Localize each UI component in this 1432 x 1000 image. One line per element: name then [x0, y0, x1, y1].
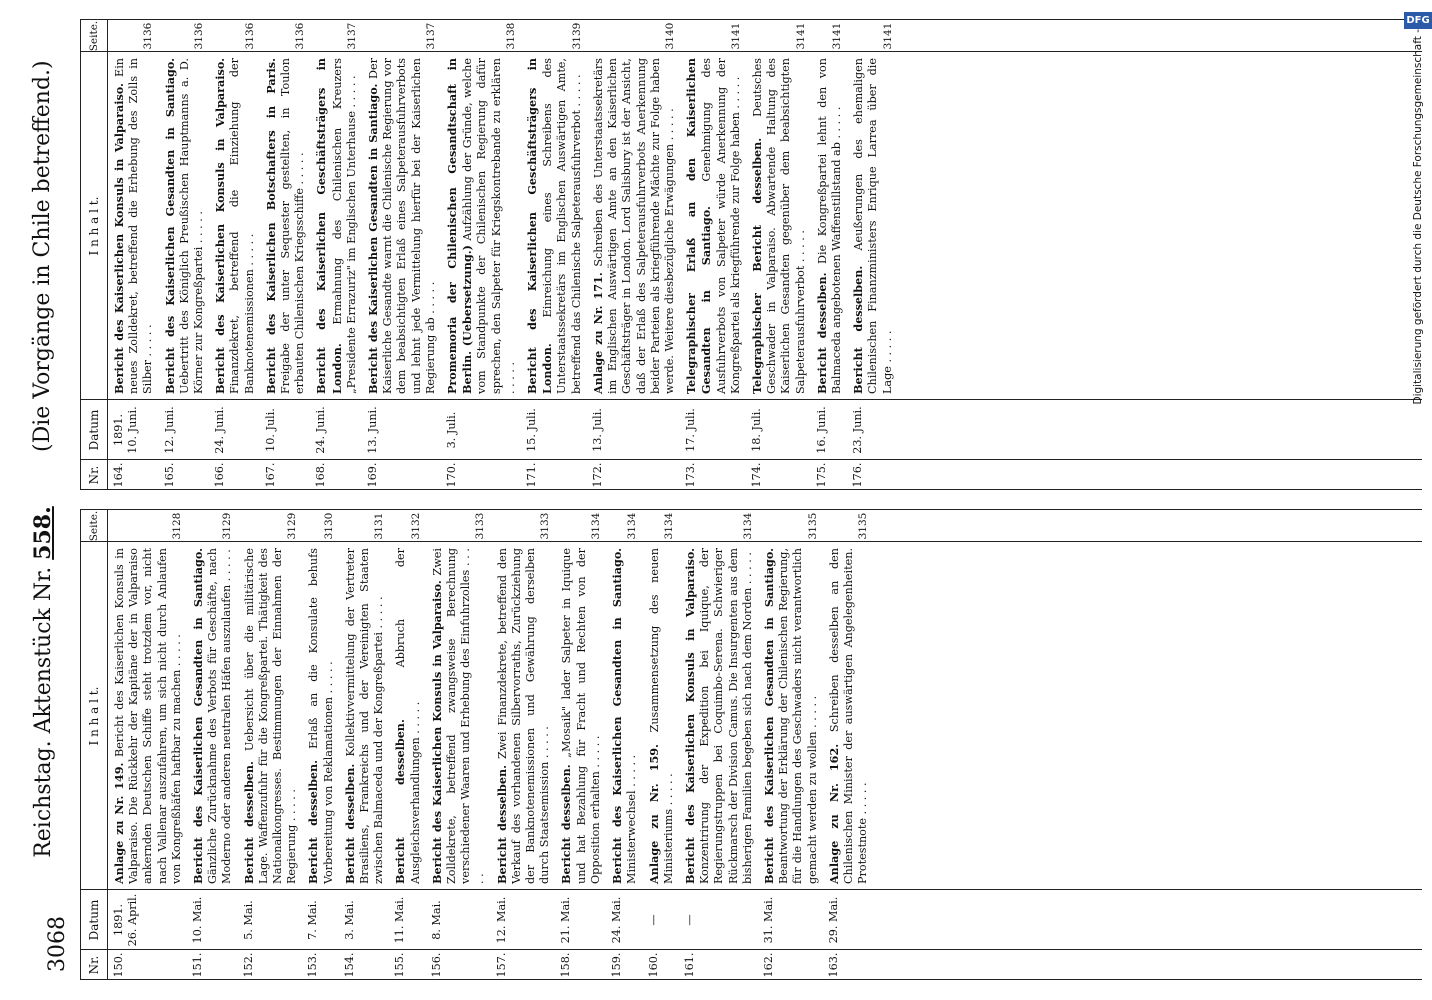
table-row — [209, 20, 260, 490]
title-text: Reichstag. Aktenstück Nr. — [31, 566, 56, 858]
entry-text: Ein neues Zolldekret, betreffend die Erhebung des Zolls in Silber — [113, 58, 155, 394]
entry-text: Finanzdekret, betreffend die Einziehung der Banknotenemissionen — [228, 58, 256, 394]
entry-date — [647, 890, 676, 950]
entry-heading: Anlage zu Nr. 149. — [112, 762, 126, 884]
entry-text: Die Kongreßpartei lehnt den von Balmaceda angebotenen Waffenstillstand ab — [815, 58, 843, 394]
entry-number: 156. — [429, 952, 443, 978]
entry-text: Ministerwechsel — [625, 790, 639, 884]
entry-content: Anlage zu Nr. 162. Schreiben desselben an den Chilenischen Minister der auswärtigen Angelegenheiten. Protestnote . . . . . — [826, 548, 870, 884]
entry-content: Telegraphischer Bericht desselben. Deutsches Geschwader in Valparaiso. Abwartende Haltung des Kaiserlichen Gesandten gegenüber dem beabsichtigten Salpeterausfuhrverbot . . . . . — [749, 57, 807, 394]
table-row — [746, 20, 811, 490]
entry-content: Bericht des Kaiserlichen Gesandten in Santiago. Beantwortung der Erklärung der Chilenischen Regierung, für die Handlungen des Geschwaders nicht verantwortlich gemacht werden zu wollen . . . . . — [761, 548, 819, 884]
entry-content: Bericht des Kaiserlichen Konsuls in Valparaiso. Ein neues Zolldekret, betreffend die Erhebung des Zolls in Silber . . . . . — [112, 58, 155, 394]
entry-date — [366, 400, 438, 460]
entry-content: Bericht des Kaiserlichen Gesandten in Santiago. Uebertritt des Königlich Preußischen Hauptmanns a. D. Körner zur Kongreßpartei . . . . . — [162, 58, 206, 394]
entry-date — [683, 890, 755, 950]
entry-number: 158. — [559, 952, 573, 978]
entry-text: Schreiben des Unterstaatssekretärs im Englischen Auswärtigen Amte an den Kaiserlichen Geschäftsträger in London. Lord Salisbury ist der Ansicht, daß der Erlaß des Salpeterausfuhrverbots Anerkennung beider Parteien als kriegführende Mächte zur Folge haben werde. Weitere diesbezügliche Erwägungen — [591, 58, 676, 394]
table-row — [441, 20, 521, 490]
digitization-note: Digitalisierung gefördert durch die Deutsche Forschungsgemeinschaft - — [1412, 29, 1424, 405]
entry-content: Telegraphischer Erlaß an den Kaiserlichen Gesandten in Santiago. Genehmigung des Ausfuhrverbots von Salpeter würde Anerkennung der Kongreßpartei als kriegführende zur Folge haben . . . . . — [684, 58, 742, 394]
entry-heading: Bericht desselben. — [241, 761, 256, 884]
entry-text: Beantwortung der Erklärung der Chilenischen Regierung, für die Handlungen des Geschwaders nicht verantwortlich gemacht werden zu wollen — [777, 548, 819, 884]
entry-day: — — [646, 914, 660, 926]
entry-text: Ermahnung des Chilenischen Kreuzers „Presidente Errazuriz" im Englischen Unterhause — [330, 58, 358, 394]
entry-content: Bericht desselben. Uebersicht über die militärische Lage. Waffenzufuhr für die Kongreßpartei. Thätigkeit des Nationalkongresses. Bestimmungen der Einnahmen der Regierung . . . . . — [241, 548, 299, 884]
entry-date — [306, 890, 335, 950]
entry-heading: Bericht des Kaiserlichen Geschäftsträgers in London. — [525, 58, 555, 394]
entry-day: 24. Mai. — [610, 896, 624, 944]
entry-heading: Bericht des Kaiserlichen Gesandten in Santiago. — [761, 548, 776, 884]
entry-text: Deutsches Geschwader in Valparaiso. Abwartende Haltung des Kaiserlichen Gesandten gegenüber dem beabsichtigten Salpeterausfuhrverbot — [750, 57, 807, 394]
entry-date — [393, 890, 422, 950]
entry-page: 3131 — [373, 512, 386, 540]
entry-day: 10. Juli. — [263, 408, 277, 452]
entry-page: 3141 — [794, 22, 807, 50]
entry-content: Promemoria der Chilenischen Gesandtschaft in Berlin. (Uebersetzung.) Aufzählung der Gründe, welche vom Standpunkte der Chilenischen Regierung dafür sprechen, den Salpeter für Kriegskontrebande zu erklären . . . . . — [445, 57, 517, 394]
entry-day: 21. Mai. — [559, 896, 573, 944]
entry-text: Zusammensetzung des neuen Ministeriums — [647, 548, 675, 884]
entry-content: Bericht desselben. Abbruch der Ausgleichsverhandlungen . . . . . — [393, 548, 422, 884]
entry-page: 3134 — [589, 512, 602, 540]
col-seite: Seite. — [88, 510, 100, 542]
entry-page: 3140 — [663, 22, 676, 50]
entry-heading: Telegraphischer Erlaß an den Kaiserlichen Gesandten in Santiago. — [684, 58, 714, 394]
entry-day: 13. Juli. — [590, 408, 604, 452]
entry-day: 15. Juli. — [525, 408, 539, 452]
entry-content: Bericht desselben. Erlaß an die Konsulate behufs Vorbereitung von Reklamationen . . . . . — [306, 548, 335, 884]
col-inhalt: I n h a l t. — [87, 686, 101, 746]
entry-day: 31. Mai. — [761, 896, 775, 944]
entry-page: 3133 — [474, 512, 487, 540]
entry-page: 3139 — [570, 22, 583, 50]
entry-number: 163. — [826, 952, 840, 978]
entry-heading: Bericht des Kaiserlichen Geschäftsträgers in London. — [314, 58, 344, 394]
entry-content: Bericht des Kaiserlichen Gesandten in Santiago. Gänzliche Zurücknahme des Verbots für Geschäfte, nach Moderno oder anderen neutralen Häfen auszulaufen . . . . . — [191, 548, 234, 884]
entry-date — [591, 400, 677, 460]
entry-page: 3136 — [294, 22, 307, 50]
entry-heading: Bericht des Kaiserlichen Konsuls in Valparaiso. — [429, 580, 444, 884]
entry-date — [559, 890, 603, 950]
table-row — [310, 20, 362, 490]
col-seite: Seite. — [88, 20, 100, 52]
entry-day: 26. April. — [126, 893, 140, 947]
entry-content: Bericht des Kaiserlichen Gesandten in Santiago. Der Kaiserliche Gesandte warnt die Chilenische Regierung vor dem beabsichtigten Erlaß eines Salpeterausfuhrverbots und lehnt jede Vermittelung hierfür bei der Kaiserlichen Regierung ab . . . . . — [366, 58, 437, 394]
entry-page: 3132 — [409, 512, 422, 540]
entry-page: 3136 — [193, 22, 206, 50]
entry-text: „Mosaik" lader Salpeter in Iquique und hat Bezahlung für Fracht und Rechten von der Opposition erhalten — [560, 548, 602, 884]
entry-day: 12. Juni. — [162, 406, 176, 454]
entry-day: 7. Mai. — [306, 900, 320, 940]
right-table-header — [80, 20, 108, 490]
entry-day: 23. Juni. — [851, 406, 865, 454]
entry-page: 3137 — [345, 22, 358, 50]
entry-day: 10. Mai. — [191, 896, 205, 944]
entry-page: 3141 — [881, 22, 894, 50]
entry-content: Bericht desselben. Die Kongreßpartei lehnt den von Balmaceda angebotenen Waffenstillstand ab . . . . . — [814, 58, 843, 394]
entry-text: Kollektivvermittelung der Vertreter Brasiliens, Frankreichs und der Vereinigten Staaten zwischen Balmaceda und der Kongreßpartei — [343, 548, 386, 884]
table-row — [260, 20, 311, 490]
entry-page: 3130 — [322, 512, 335, 540]
col-datum: Datum — [87, 409, 101, 451]
entry-heading: Bericht des Kaiserlichen Gesandten in Santiago. — [191, 548, 206, 884]
entry-date — [495, 890, 553, 950]
left-table — [80, 510, 1422, 980]
entry-text: Uebertritt des Königlich Preußischen Hauptmanns a. D. Körner zur Kongreßpartei — [177, 58, 206, 394]
entry-day: 12. Mai. — [494, 896, 508, 944]
entry-day: 17. Juli. — [684, 408, 698, 452]
entry-page: 3129 — [221, 512, 234, 540]
entry-date — [762, 890, 820, 950]
entry-content: Bericht desselben. „Mosaik" lader Salpeter in Iquique und hat Bezahlung für Fracht und Rechten von der Opposition erhalten . . . . . — [559, 548, 602, 884]
entry-date — [684, 400, 743, 460]
entry-number: 154. — [342, 952, 356, 978]
left-rows — [108, 510, 873, 980]
entry-number: 170. — [445, 462, 459, 488]
entry-number: 171. — [525, 462, 539, 488]
entry-content: Bericht des Kaiserlichen Geschäftsträgers in London. Ermahnung des Chilenischen Kreuzers „Presidente Errazuriz" im Englischen Unterhause . . . . . — [314, 58, 358, 394]
table-row — [491, 510, 556, 980]
entry-day: 3. Juli. — [445, 411, 459, 449]
entry-heading: Bericht des Kaiserlichen Gesandten in Santiago. — [610, 548, 625, 884]
entry-page: 3134 — [662, 512, 675, 540]
table-row — [108, 20, 159, 490]
entry-heading: Bericht des Kaiserlichen Gesandten in Santiago. — [162, 58, 177, 394]
entry-page: 3134 — [741, 512, 754, 540]
entry-number: 153. — [306, 952, 320, 978]
entry-text: Einreichung eines Schreibens des Unterstaatssekretärs im Englischen Auswärtigen Amte, betreffend das Chilenische Salpeterausfuhrverbot — [541, 58, 583, 394]
entry-date — [525, 400, 584, 460]
table-row — [643, 510, 679, 980]
table-row — [823, 510, 874, 980]
table-row — [606, 510, 642, 980]
entry-number: 165. — [162, 462, 176, 488]
table-row — [362, 20, 441, 490]
entry-page: 3128 — [170, 512, 183, 540]
entry-page: 3134 — [626, 512, 639, 540]
entry-page: 3136 — [142, 22, 155, 50]
col-nr: Nr. — [87, 955, 101, 975]
table-row — [555, 510, 606, 980]
entry-day: 16. Juni. — [814, 406, 828, 454]
entry-number: 169. — [366, 462, 380, 488]
entry-text: Gänzliche Zurücknahme des Verbots für Geschäfte, nach Moderno oder anderen neutralen Häfen auszulaufen — [206, 548, 234, 884]
col-inhalt: I n h a l t. — [87, 196, 101, 256]
entry-heading: Anlage zu Nr. 162. — [826, 743, 841, 884]
entry-text: Bericht des Kaiserlichen Konsuls in Valparaiso. Die Rückkehr der Kapitäne der in Valparaiso ankernden Deutschen Schiffe steht trotzdem vor, nicht nach Vallenar auszufahren, um sich nicht durch Anlaufen von Kongreßhäfen haftbar zu machen — [113, 548, 183, 884]
entry-day: 5. Mai. — [241, 900, 255, 940]
entry-day: 13. Juni. — [366, 406, 380, 454]
entry-text: Aufzählung der Gründe, welche vom Standpunkte der Chilenischen Regierung dafür sprechen, den Salpeter für Kriegskontrebande zu erklären — [461, 57, 503, 394]
table-row — [302, 510, 338, 980]
digitization-sidebar — [1406, 8, 1430, 988]
entry-number: 173. — [684, 462, 698, 488]
document-subtitle: (Die Vorgänge in Chile betreffend.) — [30, 60, 55, 452]
entry-date — [610, 890, 639, 950]
entry-number: 160. — [646, 952, 660, 978]
entry-page: 3136 — [243, 22, 256, 50]
table-row — [187, 510, 238, 980]
entry-date — [343, 890, 387, 950]
page-header — [30, 20, 70, 972]
entry-text: Der Kaiserliche Gesandte warnt die Chilenische Regierung vor dem beabsichtigten Erlaß eines Salpeterausfuhrverbots und lehnt jede Vermittelung hierfür bei der Kaiserlichen Regierung ab — [367, 58, 437, 394]
entry-number: 152. — [241, 952, 255, 978]
entry-number: 151. — [191, 952, 205, 978]
entry-date — [430, 890, 488, 950]
entry-content: Anlage zu Nr. 149. Bericht des Kaiserlichen Konsuls in Valparaiso. Die Rückkehr der Kapitäne der in Valparaiso ankernden Deutschen Schiffe steht trotzdem vor, nicht nach Vallenar auszufahren, um sich nicht durch Anlaufen von Kongreßhäfen haftbar zu machen . . . . . — [112, 548, 183, 884]
entry-number: 164. — [112, 462, 125, 488]
entry-heading: Bericht des Kaiserlichen Botschafters in Paris. — [263, 58, 278, 394]
entry-heading: Bericht desselben. — [306, 759, 321, 884]
entry-day: 24. Juni. — [213, 406, 227, 454]
entry-date — [163, 400, 207, 460]
dfg-logo: DFG — [1404, 12, 1431, 29]
entry-day: 3. Mai. — [342, 900, 356, 940]
entry-number: 161. — [682, 952, 696, 978]
entry-content: Bericht desselben. Kollektivvermittelung der Vertreter Brasiliens, Frankreichs und der Vereinigten Staaten zwischen Balmaceda und der Kongreßpartei . . . . . — [342, 548, 386, 884]
entry-heading: Anlage zu Nr. 159. — [646, 744, 661, 884]
entry-heading: Bericht desselben. — [342, 763, 357, 884]
entry-date — [264, 400, 308, 460]
entry-number: 157. — [494, 952, 508, 978]
entry-page: 3138 — [504, 22, 517, 50]
table-row — [680, 20, 746, 490]
entry-page: 3135 — [857, 512, 870, 540]
entry-number: 159. — [610, 952, 624, 978]
entry-content: Bericht des Kaiserlichen Geschäftsträgers in London. Einreichung eines Schreibens des Unterstaatssekretärs im Englischen Auswärtigen Amte, betreffend das Chilenische Salpeterausfuhrverbot . . . . . — [525, 58, 583, 394]
entry-day: 24. Juni. — [314, 406, 328, 454]
entry-date — [112, 890, 184, 950]
entry-date — [815, 400, 844, 460]
entry-day: 18. Juli. — [749, 408, 763, 452]
entry-content: Bericht des Kaiserlichen Konsuls in Valparaiso. Zwei Zolldekrete, betreffend zwangsweise Berechnung verschiedener Waaren und Erhebung des Einfuhrzolles . . . . . — [429, 548, 487, 884]
entry-number: 166. — [213, 462, 227, 488]
entry-number: 174. — [749, 462, 763, 488]
entry-heading: Bericht desselben. — [559, 764, 574, 884]
entry-heading: Bericht des Kaiserlichen Konsuls in Valparaiso. — [682, 548, 697, 884]
table-row — [389, 510, 425, 980]
entry-text: Uebersicht über die militärische Lage. Waffenzufuhr für die Kongreßpartei. Thätigkeit des Nationalkongresses. Bestimmungen der Einnahmen der Regierung — [242, 548, 299, 884]
left-table-header — [80, 510, 108, 980]
entry-heading: Bericht desselben. — [814, 272, 829, 394]
entry-number: 168. — [314, 462, 328, 488]
entry-date — [827, 890, 871, 950]
entry-date — [851, 400, 895, 460]
entry-text: Genehmigung des Ausfuhrverbots von Salpeter würde Anerkennung der Kongreßpartei als kriegführende zur Folge haben — [700, 58, 742, 394]
table-row — [238, 510, 303, 980]
table-row — [108, 510, 187, 980]
entry-text: Zwei Finanzdekrete, betreffend den Verkauf des vorhandenen Silbervorraths, Zurückziehung der Banknotenemissionen und Gewährung derselben durch Staatsemission — [495, 547, 552, 884]
entry-content: Anlage zu Nr. 159. Zusammensetzung des neuen Ministeriums . . . . . — [646, 548, 675, 884]
entry-content: Anlage zu Nr. 171. Schreiben des Unterstaatssekretärs im Englischen Auswärtigen Amte an den Kaiserlichen Geschäftsträger in London. Lord Salisbury ist der Ansicht, daß der Erlaß des Salpeterausfuhrverbots Anerkennung beider Parteien als kriegführende Mächte zur Folge haben werde. Weitere diesbezügliche Erwägungen . . . . . — [590, 58, 676, 394]
entry-number: 172. — [590, 462, 604, 488]
entry-date — [242, 890, 300, 950]
entry-content: Bericht des Kaiserlichen Botschafters in Paris. Freigabe der unter Sequester gestellten, in Toulon erbauten Chilenischen Kriegsschiffe . . . . . — [263, 58, 307, 394]
table-row — [847, 20, 898, 490]
entry-text: Aeußerungen des ehemaligen Chilenischen Finanzministers Enrique Larrea über die Lage — [852, 58, 894, 394]
table-row — [587, 20, 680, 490]
entry-number: 150. — [112, 952, 125, 978]
table-row — [426, 510, 491, 980]
entry-heading: Bericht des Kaiserlichen Gesandten in Santiago. — [366, 83, 381, 394]
entry-text: Abbruch der Ausgleichsverhandlungen — [394, 548, 422, 884]
entry-heading: Bericht desselben. — [393, 719, 408, 884]
entry-text: Erlaß an die Konsulate behufs Vorbereitung von Reklamationen — [307, 548, 335, 884]
table-row — [339, 510, 390, 980]
entry-content: Bericht des Kaiserlichen Gesandten in Santiago. Ministerwechsel . . . . . — [610, 548, 639, 884]
entry-text: Freigabe der unter Sequester gestellten, in Toulon erbauten Chilenischen Kriegsschiffe — [279, 58, 307, 394]
table-row — [679, 510, 758, 980]
entry-number: 162. — [761, 952, 775, 978]
entry-heading: Promemoria der Chilenischen Gesandtschaft in Berlin. (Uebersetzung.) — [445, 58, 475, 394]
entry-heading: Bericht des Kaiserlichen Konsuls in Valparaiso. — [112, 83, 126, 394]
entry-date — [112, 400, 156, 460]
entry-text: Konzentrirung der Expedition bei Iquique, der Regierungstruppen bei Coquimbo-Serena. Schwieriger Rückmarsch der Division Camus. Die Insurgenten aus dem bisherigen Familien begeben sich nach dem Norden — [698, 548, 754, 884]
entry-day: 8. Mai. — [429, 900, 443, 940]
entry-day: 10. Juni. — [126, 406, 140, 454]
entry-number: 167. — [263, 462, 277, 488]
entry-page: 3141 — [830, 22, 843, 50]
entry-day: 11. Mai. — [393, 896, 407, 944]
entry-date — [213, 400, 257, 460]
right-table — [80, 20, 1422, 490]
entry-heading: Anlage zu Nr. 171. — [590, 272, 605, 394]
entry-number: 155. — [393, 952, 407, 978]
col-datum: Datum — [87, 899, 101, 941]
entry-year: 1891. — [112, 903, 125, 937]
entry-page: 3133 — [539, 512, 552, 540]
right-rows — [108, 20, 898, 490]
document-title — [30, 472, 56, 892]
entry-date — [750, 400, 808, 460]
entry-number: 176. — [851, 462, 865, 488]
entry-date — [314, 400, 359, 460]
entry-heading: Bericht des Kaiserlichen Konsuls in Valparaiso. — [213, 58, 228, 394]
table-row — [811, 20, 847, 490]
entry-date — [445, 400, 518, 460]
entry-heading: Telegraphischer Bericht desselben. — [749, 137, 764, 394]
col-nr: Nr. — [87, 465, 101, 485]
entry-page: 3137 — [424, 22, 437, 50]
table-row — [758, 510, 823, 980]
entry-content: Bericht desselben. Zwei Finanzdekrete, betreffend den Verkauf des vorhandenen Silbervorraths, Zurückziehung der Banknotenemissionen und Gewährung derselben durch Staatsemission . . . . . — [494, 547, 552, 884]
entry-number: 175. — [814, 462, 828, 488]
entry-heading: Bericht desselben. — [851, 265, 866, 394]
table-row — [159, 20, 210, 490]
entry-heading: Bericht desselben. — [494, 765, 509, 884]
table-row — [521, 20, 587, 490]
entry-content: Bericht des Kaiserlichen Konsuls in Valparaiso. Konzentrirung der Expedition bei Iquique, der Regierungstruppen bei Coquimbo-Serena. Schwieriger Rückmarsch der Division Camus. Die Insurgenten aus dem bisherigen Familien begeben sich nach dem Norden . . . . . — [682, 548, 754, 884]
entry-text: Schreiben desselben an den Chilenischen Minister der auswärtigen Angelegenheiten. Protestnote — [827, 548, 870, 884]
entry-page: 3135 — [806, 512, 819, 540]
entry-page: 3129 — [286, 512, 299, 540]
entry-day: 29. Mai. — [826, 896, 840, 944]
entry-date — [191, 890, 235, 950]
entry-day: — — [682, 914, 696, 926]
entry-content: Bericht des Kaiserlichen Konsuls in Valparaiso. Finanzdekret, betreffend die Einziehung der Banknotenemissionen . . . . . — [213, 58, 256, 394]
entry-text: Zwei Zolldekrete, betreffend zwangsweise Berechnung verschiedener Waaren und Erhebung des Einfuhrzolles — [430, 548, 473, 884]
entry-year: 1891. — [112, 413, 125, 447]
title-number: 558. — [30, 506, 56, 560]
entry-page: 3141 — [729, 22, 742, 50]
entry-content: Bericht desselben. Aeußerungen des ehemaligen Chilenischen Finanzministers Enrique Larrea über die Lage . . . . . — [851, 58, 894, 394]
page-number: 3068 — [45, 916, 70, 972]
